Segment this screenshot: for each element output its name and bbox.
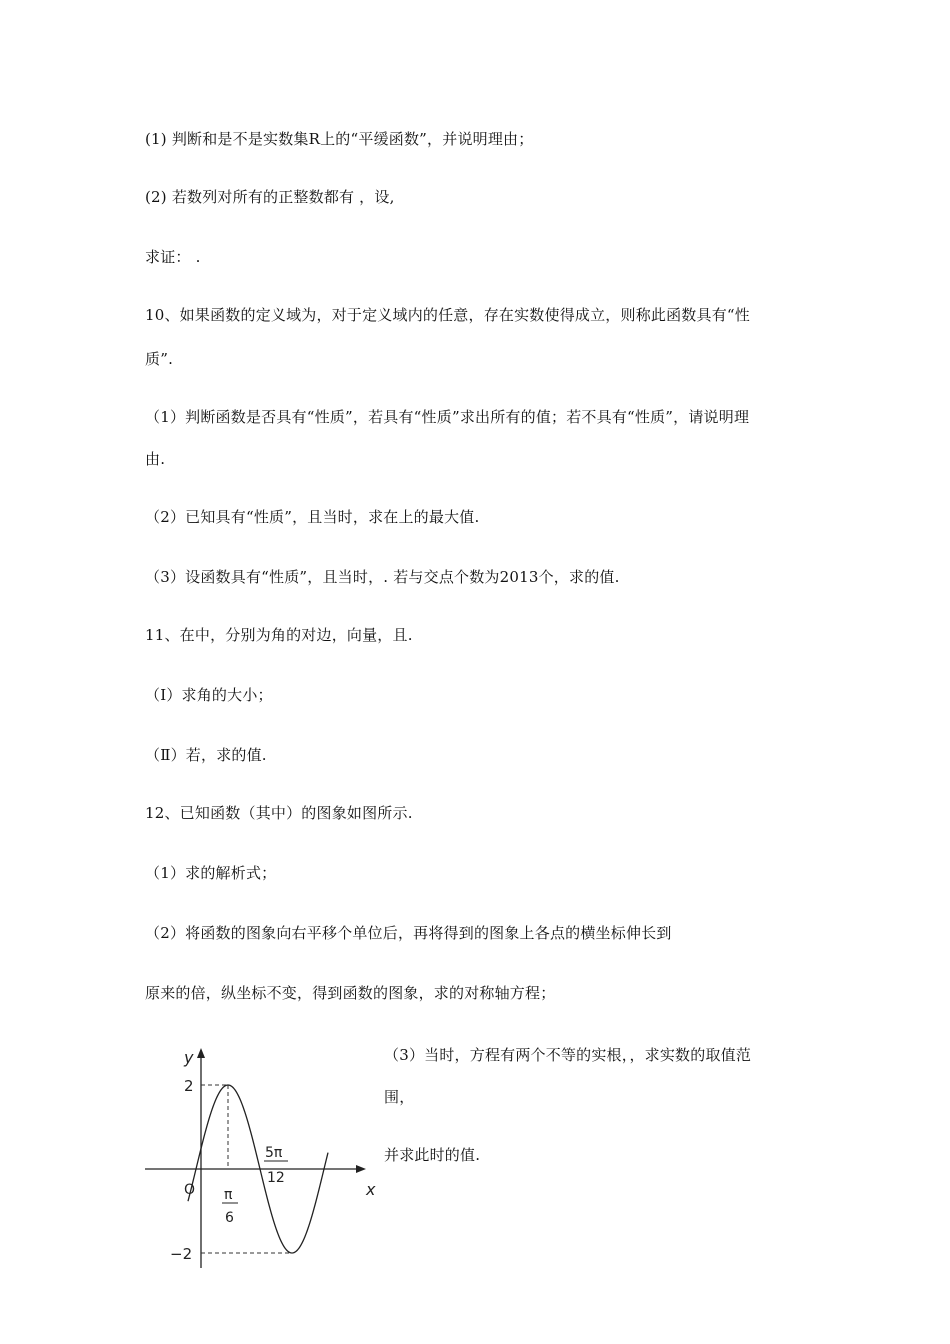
part-3-line-1: （3）当时，方程有两个不等的实根，，求实数的取值范 [384,1046,752,1064]
text-line-2: (2) 若数列对所有的正整数都有 ，设, [145,188,395,206]
problem-12-part-2-line-2: 原来的倍，纵坐标不变，得到函数的图象，求的对称轴方程； [145,984,556,1002]
problem-10-part-3: （3）设函数具有“性质”，且当时，. 若与交点个数为2013个，求的值. [145,568,620,586]
problem-10-line-2: 质”. [145,350,174,368]
part-3-line-2: 围， [384,1088,415,1106]
five-pi-over-12-denominator: 12 [267,1170,285,1186]
problem-10-line-1: 10、如果函数的定义域为，对于定义域内的任意，存在实数使得成立，则称此函数具有“性 [145,306,750,324]
problem-11-part-1: （Ⅰ）求角的大小； [145,686,273,704]
problem-10-part-1-line-1: （1）判断函数是否具有“性质”，若具有“性质”求出所有的值；若不具有“性质”，请说明理 [145,408,750,426]
sine-graph-figure [140,1040,380,1280]
pi-over-6-denominator: 6 [225,1210,234,1226]
problem-11-part-2: （Ⅱ）若，求的值. [145,746,267,764]
problem-12-part-1: （1）求的解析式； [145,864,277,882]
y-axis-arrow-icon [197,1048,205,1058]
x-axis-arrow-icon [356,1165,366,1173]
x-axis-label: x [366,1180,376,1199]
problem-12-part-2-line-1: （2）将函数的图象向右平移个单位后，再将得到的图象上各点的横坐标伸长到 [145,924,672,942]
y-axis-label: y [184,1048,194,1067]
y-min-label: −2 [170,1245,193,1263]
problem-11-line: 11、在中，分别为角的对边，向量，且. [145,626,413,644]
text-line-1: (1) 判断和是不是实数集R上的“平缓函数”，并说明理由； [145,130,534,148]
pi-over-6-numerator: π [224,1187,233,1203]
y-max-label: 2 [184,1077,194,1095]
text-line-3: 求证： . [145,248,201,266]
problem-10-part-2: （2）已知具有“性质”，且当时，求在上的最大值. [145,508,480,526]
five-pi-over-12-numerator: 5π [265,1145,283,1161]
problem-12-line: 12、已知函数（其中）的图象如图所示. [145,804,413,822]
part-3-line-3: 并求此时的值. [384,1146,481,1164]
problem-10-part-1-line-2: 由. [145,450,166,468]
origin-label: O [184,1182,196,1198]
